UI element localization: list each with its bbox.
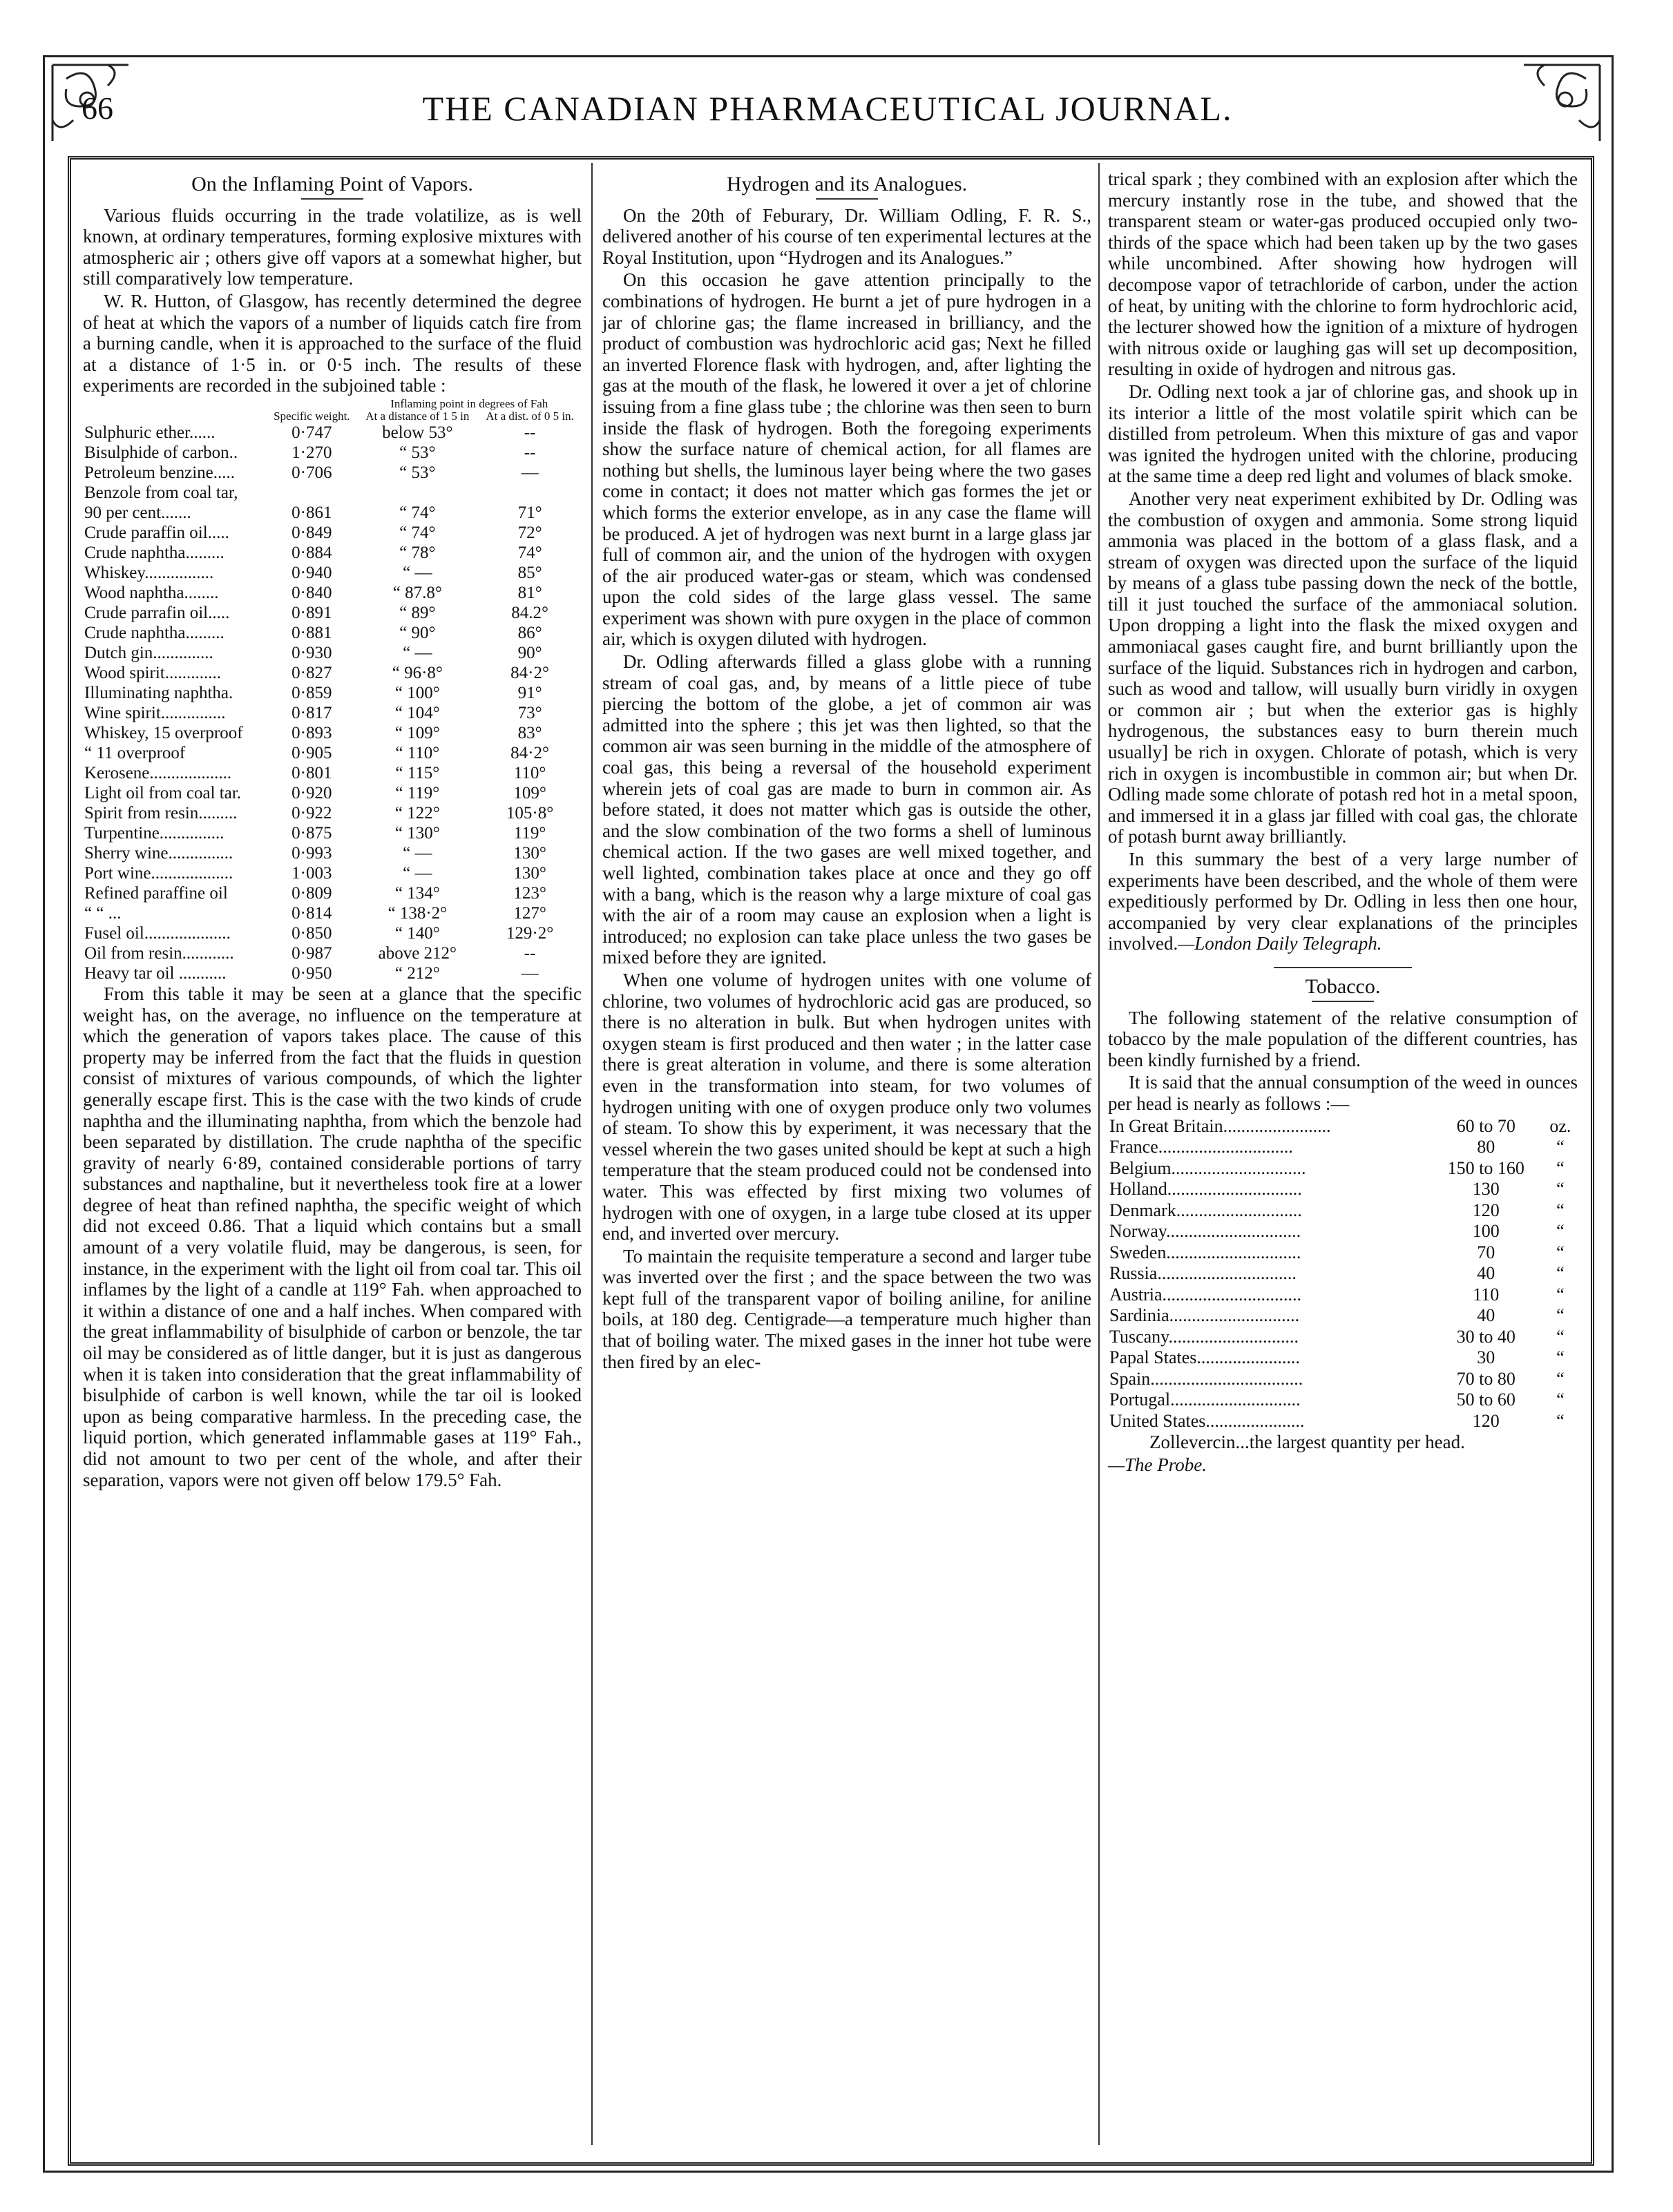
table-row (1108, 1285, 1578, 1306)
unit: “ (1556, 1221, 1565, 1242)
table-row (1108, 1221, 1578, 1242)
liquid-name: Whiskey................ (84, 563, 214, 582)
table-header: Specific weight. (274, 409, 350, 423)
liquid-name: “ “ ... (84, 903, 122, 923)
table-row (1108, 1389, 1578, 1411)
liquid-name: Bisulphide of carbon.. (84, 443, 238, 462)
specific-weight: 0·891 (291, 603, 332, 622)
article-title: Tobacco. (1305, 974, 1381, 998)
table-row (83, 643, 582, 663)
liquid-name: Sulphuric ether...... (84, 423, 216, 442)
liquid-name: Whiskey, 15 overproof (84, 723, 243, 742)
article-title: On the Inflaming Point of Vapors. (191, 173, 473, 195)
inflaming-point-1-5in: “ 87.8° (392, 583, 442, 602)
inflaming-point-0-5in: 74° (517, 543, 542, 562)
country-name: In Great Britain........................ (1109, 1115, 1331, 1136)
page-number: 66 (82, 90, 113, 126)
inflaming-point-0-5in: 73° (517, 703, 542, 722)
specific-weight: 0·827 (291, 663, 332, 682)
table-row (83, 543, 582, 563)
inflaming-point-1-5in: “ 212° (394, 963, 440, 983)
unit: “ (1556, 1137, 1565, 1157)
table-row (83, 903, 582, 923)
table-row (1108, 1411, 1578, 1432)
ounces-per-head: 70 to 80 (1456, 1368, 1516, 1389)
inflaming-point-0-5in: 90° (517, 643, 542, 662)
table-row (83, 423, 582, 443)
ounces-per-head: 40 (1477, 1305, 1495, 1326)
inflaming-point-0-5in: 84.2° (511, 603, 548, 622)
inflaming-point-1-5in: “ 53° (399, 443, 436, 462)
country-name: Tuscany............................. (1109, 1326, 1299, 1347)
article-title: Hydrogen and its Analogues. (726, 173, 968, 195)
table-row (83, 463, 582, 483)
table-row (83, 483, 582, 503)
unit: “ (1556, 1263, 1565, 1284)
table-row (83, 943, 582, 963)
unit: “ (1556, 1200, 1565, 1220)
table-row (1108, 1347, 1578, 1369)
ounces-per-head: 100 (1472, 1221, 1500, 1242)
source-credit: —London Daily Telegraph. (1178, 933, 1382, 954)
inflaming-point-0-5in: 91° (517, 683, 542, 702)
country-name: United States...................... (1109, 1410, 1305, 1431)
inflaming-point-0-5in (478, 483, 582, 503)
table-header: At a distance of 1 5 in (365, 409, 470, 423)
table-row (83, 703, 582, 723)
country-name: Papal States....................... (1109, 1347, 1300, 1368)
specific-weight: 0·993 (291, 843, 332, 863)
liquid-name: “ 11 overproof (84, 743, 186, 762)
specific-weight (267, 483, 356, 503)
specific-weight: 0·920 (291, 783, 332, 802)
ounces-per-head: 80 (1477, 1137, 1495, 1157)
table-row (83, 503, 582, 523)
paragraph: The following statement of the relative consumption of tobacco by the male population of the different countries, has been kindly furnished by a friend. (1108, 1007, 1578, 1070)
inflaming-point-1-5in: “ — (403, 643, 432, 662)
inflaming-point-0-5in: 84·2° (510, 743, 549, 762)
inflaming-point-1-5in: “ 140° (394, 923, 440, 943)
table-group-header: Inflaming point in degrees of Fah (390, 396, 548, 410)
inflaming-point-0-5in: 110° (513, 763, 546, 782)
table-row (83, 583, 582, 603)
inflaming-point-0-5in: 84·2° (510, 663, 549, 682)
liquid-name: Crude paraffin oil..... (84, 523, 229, 542)
table-row (83, 443, 582, 463)
inflaming-point-1-5in: “ 74° (399, 523, 436, 542)
liquid-name: Illuminating naphtha. (84, 683, 233, 702)
inflaming-point-0-5in: -- (524, 943, 536, 963)
table-row (83, 863, 582, 883)
inflaming-point-1-5in: “ 89° (399, 603, 436, 622)
inflaming-point-1-5in: “ 115° (395, 763, 440, 782)
title-rule (301, 198, 363, 200)
country-name: Spain.................................. (1109, 1368, 1303, 1389)
inflaming-point-1-5in: “ 138·2° (388, 903, 448, 923)
country-name: Holland.............................. (1109, 1179, 1302, 1200)
unit: “ (1556, 1305, 1565, 1326)
liquid-name: Crude naphtha......... (84, 543, 224, 562)
table-row (1108, 1158, 1578, 1180)
paragraph: From this table it may be seen at a glance that the specific weight has, on the average, no influence on the temperature at which the generation of vapors takes place. The cause of this property may be inferred from the fact that the fluids in question consist of mixtures of various compounds, of which the lighter generally escape first. This is the case with the two kinds of crude naphtha and the illuminating naphtha, from which the benzole had been separated by distillation. The crude naphtha of the specific gravity of nearly 6·89, contained considerable portions of tarry substances and napthaline, but it nevertheless took fire at a lower degree of heat than refined naphtha, the specific weight of which did not exceed 0.86. That a liquid which contains but a small amount of a very volatile fluid, may be dangerous, is seen, for instance, in the experiment with the light oil from coal tar. This oil inflames by the light of a candle at 119° Fah. when approached to it within a distance of one and a half inches. When compared with the great inflammability of bisulphide of carbon or benzole, the tar oil may be considered as of little danger, but it is just as dangerous when it is taken into consideration that the great inflammability of bisulphide of carbon is well known, while the tar oil is looked upon as being comparative harmless. In the preceding case, the liquid portion, which generated inflammable gases at 119° Fah., did not amount to two per cent of the whole, and after their separation, vapors were not given off below 179.5° Fah. (83, 983, 582, 1490)
inflaming-point-0-5in: — (521, 463, 539, 482)
liquid-name: Kerosene................... (84, 763, 232, 782)
table-header: At a dist. of 0 5 in. (486, 409, 574, 423)
specific-weight: 0·859 (291, 683, 332, 702)
ounces-per-head: 120 (1472, 1200, 1500, 1220)
inflaming-point-1-5in: “ — (403, 863, 432, 883)
ounces-per-head: 130 (1472, 1179, 1500, 1200)
title-rule (1312, 1001, 1374, 1002)
table-row (83, 923, 582, 943)
table-row (1108, 1305, 1578, 1327)
specific-weight: 0·809 (291, 883, 332, 903)
inflaming-point-0-5in: 83° (517, 723, 542, 742)
unit: “ (1556, 1157, 1565, 1178)
inflaming-point-1-5in: “ 134° (394, 883, 440, 903)
liquid-name: Sherry wine............... (84, 843, 233, 863)
unit: “ (1556, 1284, 1565, 1305)
ounces-per-head: 30 to 40 (1456, 1326, 1516, 1347)
inflaming-point-1-5in: below 53° (382, 423, 453, 442)
unit: “ (1556, 1410, 1565, 1431)
country-name: France.............................. (1109, 1137, 1293, 1157)
paragraph: To maintain the requisite temperature a second and larger tube was inverted over the first ; and the space between the two was kept full of the transparent vapor of boiling aniline, for aniline boils, at 180 deg. Centigrade—a temperature much higher than that of boiling water. The mixed gases in the inner hot tube were then fired by an elec- (602, 1245, 1091, 1372)
paragraph: trical spark ; they combined with an explosion after which the mercury instantly rose in the tube, and showed that the transparent steam or water-gas produced occupied only two-thirds of the space which had been taken up by the two gases while uncombined. After showing how hydrogen will decompose vapor of tetrachloride of carbon, under the action of heat, by uniting with the chlorine to form hydrochloric acid, the lecturer showed how the ignition of a mixture of hydrogen with nitrous oxide or laughing gas will set up decomposition, resulting in oxide of hydrogen and nitrous gas. (1108, 169, 1578, 380)
specific-weight: 0·881 (291, 623, 332, 642)
table-row (1108, 1137, 1578, 1158)
specific-weight: 0·940 (291, 563, 332, 582)
journal-title: THE CANADIAN PHARMACEUTICAL JOURNAL. (422, 89, 1233, 128)
liquid-name: Refined paraffine oil (84, 883, 228, 903)
ounces-per-head: 120 (1472, 1410, 1500, 1431)
inflaming-point-0-5in: 127° (513, 903, 546, 923)
liquid-name: Heavy tar oil ........... (84, 963, 227, 983)
paragraph: Another very neat experiment exhibited by Dr. Odling was the combustion of oxygen and ammonia. Some strong liquid ammonia was placed in the bottom of a glass flask, and a stream of oxygen was directed upon the surface of the liquid by means of a glass tube passing down the neck of the bottle, till it just touched the surface of the ammoniacal solution. Upon dropping a light into the flask the mixed oxygen and ammoniacal gases caught fire, and burnt brilliantly upon the surface of the liquid. Substances rich in hydrogen and carbon, such as wood and tallow, will usually burn viridly in oxygen or common air ; but when the exterior gas is highly hydrogenous, the substances easy to burn therein much usually] be rich in oxygen. Chlorate of potash, which is very rich in oxygen is incombustible in common air; but when Dr. Odling made some chlorate of potash red hot in a metal spoon, and immersed it in a glass jar filled with coal gas, the chlorate of potash burnt away brilliantly. (1108, 488, 1578, 847)
ounces-per-head: 150 to 160 (1447, 1157, 1524, 1178)
table-row (1108, 1263, 1578, 1285)
inflaming-point-0-5in: 72° (517, 523, 542, 542)
table-row (83, 623, 582, 643)
specific-weight: 0·893 (291, 723, 332, 742)
liquid-name: Wine spirit............... (84, 703, 226, 722)
tobacco-table (1108, 1116, 1578, 1432)
inflaming-point-0-5in: 123° (513, 883, 546, 903)
table-row (83, 843, 582, 863)
paragraph: It is said that the annual consumption of the weed in ounces per head is nearly as follows :— (1108, 1072, 1578, 1114)
inflaming-point-1-5in: “ 110° (395, 743, 440, 762)
table-row (83, 683, 582, 703)
table-row (83, 603, 582, 623)
unit: “ (1556, 1389, 1565, 1410)
paragraph: When one volume of hydrogen unites with one volume of chlorine, two volumes of hydrochloric acid gas are produced, so there is no alteration in bulk. But when hydrogen unites with oxygen steam is first produced and then water ; in the latter case there is great alteration in volume, and there is some alteration even in the transformation into steam, for two volumes of hydrogen uniting with one of oxygen produce only two volumes of steam. To show this by experiment, it was necessary that the vessel wherein the two gases united should be kept at such a high temperature that the steam produced could not be condensed into water. This was effected by first mixing two volumes of hydrogen with one of oxygen, in a large tube closed at its upper end, and inverted over mercury. (602, 969, 1091, 1244)
inflaming-point-1-5in: “ 104° (394, 703, 440, 722)
liquid-name: Wood spirit............. (84, 663, 221, 682)
inflaming-point-1-5in: “ 53° (399, 463, 436, 482)
footer-line: Zollevercin...the largest quantity per head. (1149, 1432, 1465, 1453)
inflaming-point-1-5in (357, 483, 479, 503)
unit: “ (1556, 1347, 1565, 1368)
table-row (83, 823, 582, 843)
table-row (1108, 1369, 1578, 1390)
ounces-per-head: 70 (1477, 1242, 1495, 1262)
specific-weight: 0·905 (291, 743, 332, 762)
table-row (1108, 1327, 1578, 1348)
liquid-name: Benzole from coal tar, (84, 483, 238, 502)
specific-weight: 0·840 (291, 583, 332, 602)
inflaming-point-0-5in: 105·8° (506, 803, 554, 823)
country-name: Norway.............................. (1109, 1221, 1301, 1242)
title-rule (816, 198, 878, 200)
specific-weight: 0·849 (291, 523, 332, 542)
ounces-per-head: 40 (1477, 1263, 1495, 1284)
unit: oz. (1549, 1115, 1571, 1136)
inflaming-point-1-5in: “ — (403, 843, 432, 863)
liquid-name: Light oil from coal tar. (84, 783, 242, 802)
unit: “ (1556, 1179, 1565, 1200)
specific-weight: 0·814 (291, 903, 332, 923)
column-3 (1108, 169, 1578, 1477)
country-name: Portugal............................. (1109, 1389, 1301, 1410)
specific-weight: 0·950 (291, 963, 332, 983)
inflaming-point-1-5in: “ 130° (394, 823, 440, 843)
inflaming-point-1-5in: “ 109° (394, 723, 440, 742)
liquid-name: Dutch gin.............. (84, 643, 213, 662)
ounces-per-head: 50 to 60 (1456, 1389, 1516, 1410)
liquid-name: Spirit from resin......... (84, 803, 238, 823)
table-row (83, 883, 582, 903)
inflaming-point-0-5in: 130° (513, 863, 546, 883)
inflaming-point-1-5in: “ 78° (399, 543, 436, 562)
inflaming-point-1-5in: “ 122° (394, 803, 440, 823)
specific-weight: 0·706 (291, 463, 332, 482)
paragraph: Dr. Odling next took a jar of chlorine gas, and shook up in its interior a little of the most volatile spirit which can be distilled from petroleum. When this mixture of gas and vapor was ignited the hydrogen united with the chlorine, producing at the same time a deep red light and volumes of black smoke. (1108, 381, 1578, 487)
inflaming-point-0-5in: — (521, 963, 539, 983)
liquid-name: Petroleum benzine..... (84, 463, 235, 482)
paragraph-text: In this summary the best of a very large number of experiments have been described, and the whole of them were expeditiously performed by Dr. Odling in less then one hour, accompanied by very clear explanations of the principles involved. (1108, 849, 1578, 954)
paragraph: Various fluids occurring in the trade volatilize, as is well known, at ordinary temperatures, forming explosive mixtures with atmospheric air ; others give off vapors at a somewhat higher, but still comparatively low temperature. (83, 204, 582, 289)
country-name: Sweden.............................. (1109, 1242, 1301, 1262)
specific-weight: 0·801 (291, 763, 332, 782)
country-name: Denmark............................ (1109, 1200, 1302, 1220)
inflaming-point-0-5in: 85° (517, 563, 542, 582)
ounces-per-head: 30 (1477, 1347, 1495, 1368)
table-row (1108, 1116, 1578, 1137)
inflaming-point-1-5in: “ — (403, 563, 432, 582)
specific-weight: 0·884 (291, 543, 332, 562)
inflaming-point-1-5in: “ 100° (394, 683, 440, 702)
specific-weight: 1·270 (291, 443, 332, 462)
unit: “ (1556, 1368, 1565, 1389)
specific-weight: 0·850 (291, 923, 332, 943)
table-row (83, 723, 582, 743)
column-divider (591, 163, 593, 2145)
table-row (83, 663, 582, 683)
paragraph (1108, 849, 1578, 954)
paragraph: On this occasion he gave attention principally to the combinations of hydrogen. He burnt a jet of pure hydrogen in a jar of chlorine gas; the flame increased in brilliancy, and the product of combustion was hydrochloric acid gas; Next he filled an inverted Florence flask with hydrogen, and, after lighting the gas at the mouth of the flask, he lowered it over a jet of chlorine issuing from a fine glass tube ; the chlorine was then seen to burn inside the flask of hydrogen. Both the foregoing experiments show the surface nature of chemical action, for all flames are nothing but shells, the luminous layer being where the two gases come in contact; it does not matter which gas formes the jet or which forms the exterior envelope, as in any case the flame will be produced. A jet of hydrogen was next burnt in a large glass jar full of common air, and the union of the hydrogen with oxygen of the air produced water-gas or steam, which was condensed upon the cold sides of the large glass vessel. The same experiment was shown with pure oxygen in the place of common air, which is oxygen diluted with hydrogen. (602, 269, 1091, 650)
specific-weight: 1·003 (291, 863, 332, 883)
inflaming-point-0-5in: 130° (513, 843, 546, 863)
liquid-name: Wood naphtha........ (84, 583, 219, 602)
liquid-name: Turpentine............... (84, 823, 224, 843)
table-row (83, 743, 582, 763)
inflaming-point-0-5in: 129·2° (506, 923, 554, 943)
page-header (68, 77, 1587, 140)
inflaming-point-1-5in: “ 119° (395, 783, 440, 802)
paragraph: On the 20th of Feburary, Dr. William Odling, F. R. S., delivered another of his course of ten experimental lectures at the Royal Institution, upon “Hydrogen and its Analogues.” (602, 204, 1091, 268)
inflaming-point-table (83, 398, 582, 983)
table-row (83, 963, 582, 983)
specific-weight: 0·930 (291, 643, 332, 662)
liquid-name: Crude naphtha......... (84, 623, 224, 642)
unit: “ (1556, 1242, 1565, 1262)
country-name: Austria............................... (1109, 1284, 1302, 1305)
inflaming-point-1-5in: “ 74° (399, 503, 436, 522)
specific-weight: 0·817 (291, 703, 332, 722)
paragraph: Dr. Odling afterwards filled a glass globe with a running stream of coal gas, and, by means of a little piece of tube piercing the bottom of the globe, a jet of common air was admitted into the sphere ; this jet was then lighted, so that the common air was seen burning in the middle of the atmosphere of coal gas, this being a reversal of the household experiment wherein jets of coal gas are made to burn in common air. As before stated, it does not matter which gas is outside the other, and the slow combination of the two forms a shell of luminous chemical action. If the two gases are well mixed together, and well lighted, combination takes place at once and they go off with a bang, which is the reason why a large mixture of coal gas with the air of a room may cause an explosion when a light is introduced; no explosion can take place unless the two gases be mixed before they are ignited. (602, 651, 1091, 968)
specific-weight: 0·861 (291, 503, 332, 522)
country-name: Russia............................... (1109, 1263, 1297, 1284)
liquid-name: Port wine................... (84, 863, 233, 883)
specific-weight: 0·875 (291, 823, 332, 843)
table-row (1108, 1200, 1578, 1222)
table-row (1108, 1242, 1578, 1264)
column-divider (1098, 163, 1100, 2145)
inflaming-point-1-5in: “ 90° (399, 623, 436, 642)
inflaming-point-0-5in: -- (524, 443, 536, 462)
liquid-name: Crude parrafin oil..... (84, 603, 230, 622)
liquid-name: Oil from resin............ (84, 943, 234, 963)
ounces-per-head: 60 to 70 (1456, 1115, 1516, 1136)
specific-weight: 0·987 (291, 943, 332, 963)
country-name: Belgium.............................. (1109, 1157, 1306, 1178)
column-2 (602, 169, 1091, 1374)
inflaming-point-0-5in: 119° (513, 823, 546, 843)
inflaming-point-0-5in: -- (524, 423, 536, 442)
inflaming-point-1-5in: above 212° (378, 943, 457, 963)
table-row (83, 783, 582, 803)
source-credit: —The Probe. (1108, 1454, 1207, 1475)
section-rule (1274, 967, 1412, 968)
liquid-name: 90 per cent....... (84, 503, 191, 522)
specific-weight: 0·747 (291, 423, 332, 442)
paragraph: W. R. Hutton, of Glasgow, has recently determined the degree of heat at which the vapors of a number of liquids catch fire from a burning candle, when it is approached to the surface of the fluid at a distance of 1·5 in. or 0·5 inch. The results of these experiments are recorded in the subjoined table : (83, 290, 582, 396)
inflaming-point-0-5in: 109° (513, 783, 546, 802)
table-row (83, 803, 582, 823)
table-row (83, 563, 582, 583)
liquid-name: Fusel oil.................... (84, 923, 231, 943)
inflaming-point-0-5in: 81° (517, 583, 542, 602)
table-row (1108, 1179, 1578, 1200)
country-name: Sardinia............................. (1109, 1305, 1300, 1326)
specific-weight: 0·922 (291, 803, 332, 823)
inflaming-point-0-5in: 71° (517, 503, 542, 522)
inflaming-point-1-5in: “ 96·8° (392, 663, 443, 682)
column-1 (83, 169, 582, 1492)
table-row (83, 763, 582, 783)
table-row (83, 523, 582, 543)
unit: “ (1556, 1326, 1565, 1347)
ounces-per-head: 110 (1473, 1284, 1500, 1305)
inflaming-point-0-5in: 86° (517, 623, 542, 642)
